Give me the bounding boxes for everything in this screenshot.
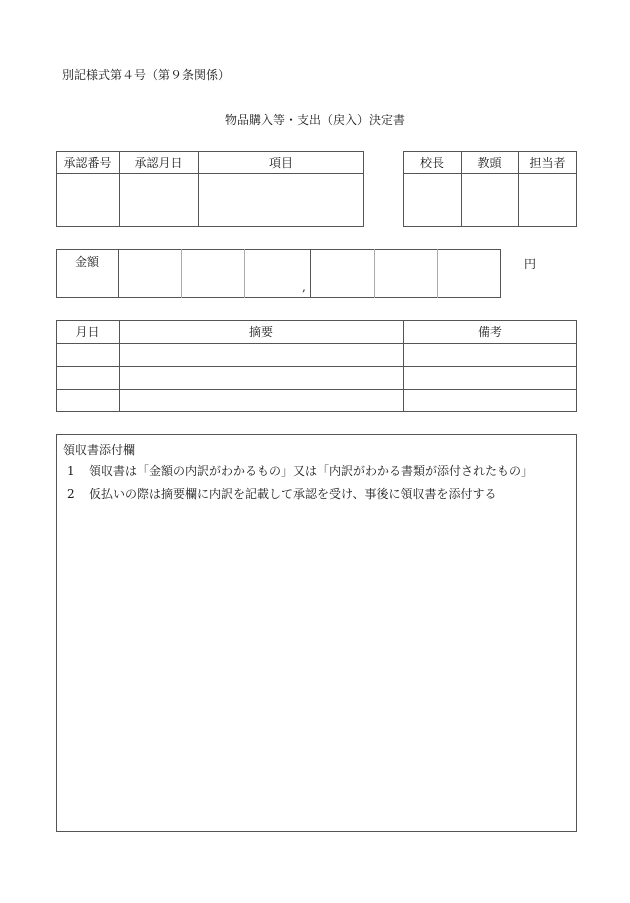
receipt-section-title: 領収書添付欄 (63, 443, 136, 457)
summary-header: 摘要 (248, 325, 273, 339)
vice-principal-stamp-cell[interactable] (462, 174, 518, 226)
form-number: 別記様式第４号（第９条関係） (62, 68, 231, 82)
principal-header: 校長 (419, 156, 444, 170)
note-number: 2 (67, 487, 75, 501)
item-cell[interactable] (199, 174, 363, 226)
date-header: 月日 (75, 325, 100, 339)
approval-number-cell[interactable] (57, 174, 119, 226)
item-header: 項目 (268, 156, 293, 170)
amount-label: 金額 (74, 255, 99, 269)
note-text: 仮払いの際は摘要欄に内訳を記載して承認を受け、事後に領収書を添付する (89, 487, 497, 501)
document-title: 物品購入等・支出（戻入）決定書 (224, 113, 405, 127)
approval-number-header: 承認番号 (63, 156, 112, 170)
approval-date-header: 承認月日 (134, 156, 183, 170)
yen-unit: 円 (524, 257, 537, 271)
note-number: 1 (67, 464, 75, 478)
approval-date-cell[interactable] (120, 174, 198, 226)
detail-row[interactable] (57, 367, 576, 389)
person-in-charge-header: 担当者 (529, 156, 566, 170)
vice-principal-header: 教頭 (477, 156, 502, 170)
principal-stamp-cell[interactable] (404, 174, 461, 226)
note-text: 領収書は「金額の内訳がわかるもの」又は「内訳がわかる書類が添付されたもの」 (89, 464, 534, 478)
detail-row[interactable] (57, 390, 576, 411)
receipt-attachment-box (56, 434, 577, 832)
detail-row[interactable] (57, 344, 576, 366)
thousands-separator: , (302, 280, 306, 294)
receipt-note-1 (67, 462, 533, 479)
receipt-note-2 (67, 485, 497, 502)
amount-digits-cell[interactable] (119, 250, 500, 297)
person-in-charge-stamp-cell[interactable] (519, 174, 576, 226)
remarks-header: 備考 (477, 325, 502, 339)
